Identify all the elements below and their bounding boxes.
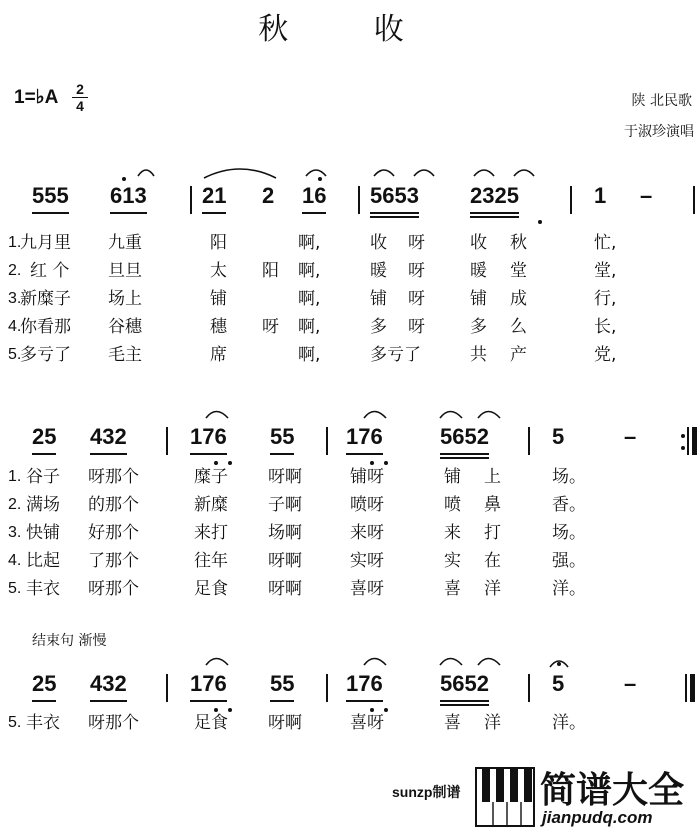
- tempo-annotation: 结束句 渐慢: [32, 633, 107, 649]
- slur: [206, 412, 228, 419]
- lyric: 铺: [370, 289, 387, 309]
- low-octave-dot: [228, 708, 232, 712]
- key-signature: 1=♭A: [14, 87, 59, 108]
- lyric: 党,: [594, 345, 617, 365]
- low-octave-dot: [384, 708, 388, 712]
- low-octave-dot: [214, 461, 218, 465]
- lyric: 铺: [210, 289, 227, 309]
- transcriber-credit: sunzp制谱: [392, 784, 461, 800]
- lyric: 喜: [444, 579, 461, 599]
- lyric: 呀啊: [268, 551, 302, 571]
- lyric: 长,: [594, 317, 617, 337]
- slur: [364, 659, 386, 666]
- song-title: 秋 收: [258, 12, 442, 47]
- performer-credit: 于淑珍演唱: [624, 124, 694, 140]
- lyric: 来: [444, 523, 461, 543]
- lyric: 忙,: [594, 233, 617, 253]
- lyric: 打: [484, 523, 501, 543]
- lyric: 共: [470, 345, 487, 365]
- lyric: 子啊: [268, 495, 302, 515]
- verse-number: 5.: [8, 714, 22, 731]
- lyric: 喷: [444, 495, 461, 515]
- lyric: 九重: [108, 233, 142, 253]
- slur: [138, 170, 154, 176]
- lyric: 足食: [194, 713, 228, 733]
- lyric: 啊,: [298, 261, 321, 281]
- lyric: 收: [370, 233, 387, 253]
- lyric: 么: [510, 317, 527, 337]
- lyric: 啊,: [298, 317, 321, 337]
- note-group: 432: [90, 670, 127, 698]
- lyric: 收: [470, 233, 487, 253]
- lyric: 洋: [484, 579, 501, 599]
- lyric: 来呀: [350, 523, 384, 543]
- time-signature-bottom: 4: [76, 98, 84, 114]
- lyric: 太: [210, 261, 227, 281]
- piano-logo: [476, 768, 534, 826]
- lyric: 洋。: [552, 713, 586, 733]
- lyric: 鼻: [484, 495, 501, 515]
- low-octave-dot: [538, 220, 542, 224]
- slur: [474, 170, 494, 176]
- lyric: 呀啊: [268, 713, 302, 733]
- lyric: 场啊: [268, 523, 302, 543]
- low-octave-dot: [228, 461, 232, 465]
- note-group: 5652: [440, 670, 489, 698]
- low-octave-dot: [384, 461, 388, 465]
- note-group: –: [624, 424, 637, 449]
- lyric: 快铺: [26, 523, 60, 543]
- lyric: 秋: [510, 233, 527, 253]
- lyric: 呀: [408, 233, 425, 253]
- lyric: 来打: [194, 523, 228, 543]
- lyric: 席: [210, 345, 227, 365]
- lyric: 往年: [194, 551, 228, 571]
- lyric: 了那个: [88, 551, 139, 571]
- slur: [440, 412, 462, 419]
- lyric: 强。: [552, 551, 586, 571]
- note-group: 176: [190, 670, 227, 698]
- lyric: 糜子: [194, 467, 228, 487]
- lyric: 旦旦: [108, 261, 142, 281]
- lyric: 阳: [210, 233, 227, 253]
- lyric: 丰衣: [26, 579, 60, 599]
- lyric: 多亏了: [370, 345, 421, 365]
- note-group: 16: [302, 182, 326, 210]
- lyric: 场。: [552, 467, 586, 487]
- lyric: 多: [370, 317, 387, 337]
- site-brand: 简谱大全: [540, 770, 685, 811]
- lyric: 好那个: [88, 523, 139, 543]
- lyric: 香。: [552, 495, 586, 515]
- lyric: 多亏了: [20, 345, 71, 365]
- lyric: 实: [444, 551, 461, 571]
- lyric: 呀那个: [88, 579, 139, 599]
- note-group: 25: [32, 670, 56, 698]
- lyric: 阳: [262, 261, 279, 281]
- note-group: 176: [346, 670, 383, 698]
- lyric: 啊,: [298, 289, 321, 309]
- lyric: 新糜: [194, 495, 228, 515]
- lyric: 暖: [370, 261, 387, 281]
- lyric: 呀: [408, 261, 425, 281]
- lyric: 丰衣: [26, 713, 60, 733]
- lyric: 场上: [108, 289, 142, 309]
- lyric: 实呀: [350, 551, 384, 571]
- lyric: 行,: [594, 289, 617, 309]
- slur: [414, 170, 434, 176]
- lyric: 堂,: [594, 261, 617, 281]
- lyric: 铺: [470, 289, 487, 309]
- note-group: 21: [202, 182, 226, 210]
- lyric: 呀: [408, 289, 425, 309]
- lyric: 铺呀: [350, 467, 384, 487]
- note-group: 25: [32, 423, 56, 451]
- lyric: 呀那个: [88, 713, 139, 733]
- verse-number: 1.: [8, 468, 22, 485]
- lyric: 呀那个: [88, 467, 139, 487]
- lyric: 比起: [26, 551, 60, 571]
- verse-number: 1.: [8, 234, 22, 251]
- verse-number: 2.: [8, 262, 22, 279]
- note-group: 432: [90, 423, 127, 451]
- lyric: 洋。: [552, 579, 586, 599]
- lyric: 呀: [262, 317, 279, 337]
- high-octave-dot: [318, 177, 322, 181]
- fermata-dot: [557, 662, 561, 666]
- verse-number: 3.: [8, 524, 22, 541]
- lyric: 的那个: [88, 495, 139, 515]
- verse-number: 4.: [8, 552, 22, 569]
- slur: [204, 169, 276, 178]
- low-octave-dot: [370, 708, 374, 712]
- lyric: 谷子: [26, 467, 60, 487]
- verse-number: 2.: [8, 496, 22, 513]
- lyric: 堂: [510, 261, 527, 281]
- note-group: 1: [594, 183, 607, 208]
- note-group: –: [624, 671, 637, 696]
- lyric: 喜: [444, 713, 461, 733]
- lyric: 暖: [470, 261, 487, 281]
- lyric: 成: [510, 289, 527, 309]
- lyric: 喜呀: [350, 713, 384, 733]
- lyric: 足食: [194, 579, 228, 599]
- lyric: 在: [484, 551, 501, 571]
- lyric: 喜呀: [350, 579, 384, 599]
- octave-dots: [122, 177, 542, 712]
- low-octave-dot: [214, 708, 218, 712]
- song-source: 陕 北民歌: [631, 93, 692, 109]
- note-group: –: [640, 183, 653, 208]
- lyric: 穗: [210, 317, 227, 337]
- lyric: 满场: [26, 495, 60, 515]
- lyric: 九月里: [20, 233, 71, 253]
- lyric: 毛主: [108, 345, 142, 365]
- note-group: 2325: [470, 182, 519, 210]
- note-group: 55: [270, 670, 294, 698]
- verse-number: 5.: [8, 346, 22, 363]
- lyric: 啊,: [298, 345, 321, 365]
- lyric: 多: [470, 317, 487, 337]
- slur: [364, 412, 386, 419]
- lyric: 洋: [484, 713, 501, 733]
- note-group: 5652: [440, 423, 489, 451]
- lyric: 呀啊: [268, 467, 302, 487]
- lyric: 呀: [408, 317, 425, 337]
- slur: [306, 170, 326, 176]
- slurs: [138, 169, 568, 667]
- lyric: 红 个: [30, 261, 70, 281]
- note-group: 5653: [370, 182, 419, 210]
- note-group: 5: [552, 424, 565, 449]
- slur: [374, 170, 394, 176]
- lyric: 谷穗: [108, 317, 142, 337]
- high-octave-dot: [122, 177, 126, 181]
- lyric: 产: [510, 345, 527, 365]
- note-group: 2: [262, 183, 275, 208]
- note-group: 5: [552, 671, 565, 696]
- lyric: 啊,: [298, 233, 321, 253]
- site-url: jianpudq.com: [542, 808, 653, 827]
- lyric: 呀啊: [268, 579, 302, 599]
- verse-number: 5.: [8, 580, 22, 597]
- time-signature-top: 2: [76, 81, 84, 97]
- lyric: 你看那: [20, 317, 71, 337]
- lyric: 场。: [552, 523, 586, 543]
- note-group: 55: [270, 423, 294, 451]
- low-octave-dot: [370, 461, 374, 465]
- note-group: 555: [32, 182, 69, 210]
- note-group: 176: [346, 423, 383, 451]
- lyric: 喷呀: [350, 495, 384, 515]
- verse-number: 4.: [8, 318, 22, 335]
- note-group: 613: [110, 182, 147, 210]
- slur: [514, 170, 534, 176]
- slur: [478, 412, 500, 419]
- verse-number: 3.: [8, 290, 22, 307]
- note-group: 176: [190, 423, 227, 451]
- slur: [206, 659, 228, 666]
- lyric: 上: [484, 467, 501, 487]
- lyric: 铺: [444, 467, 461, 487]
- slur: [478, 659, 500, 666]
- lyric: 新糜子: [20, 289, 71, 309]
- slur: [440, 659, 462, 666]
